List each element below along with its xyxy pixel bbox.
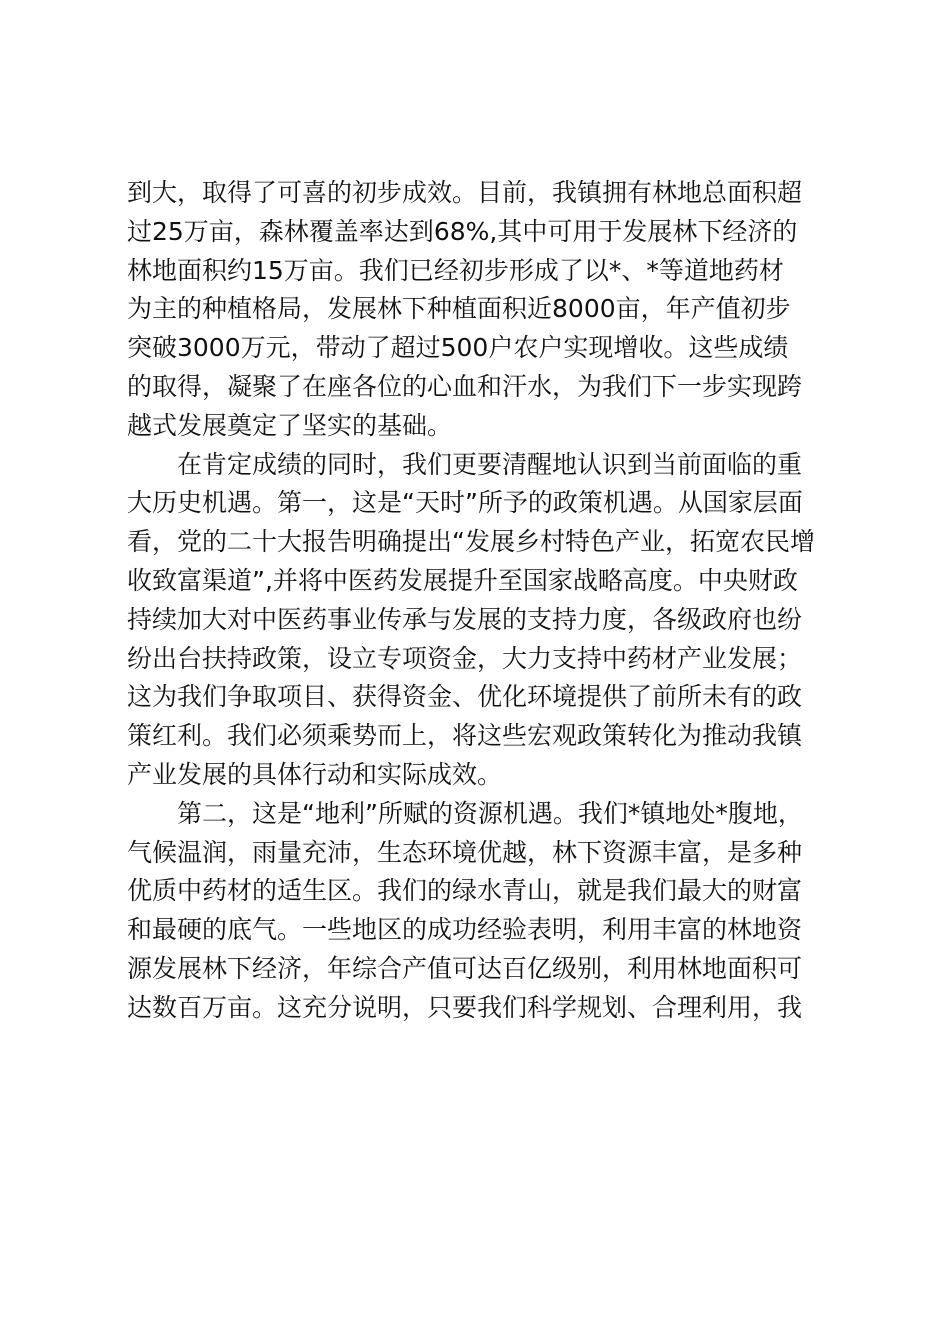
text-line: 突破3000万元，带动了超过500户农户实现增收。这些成绩	[127, 333, 789, 363]
text-line: 的取得，凝聚了在座各位的心血和汗水，为我们下一步实现跨	[127, 371, 803, 401]
text-line: 越式发展奠定了坚实的基础。	[127, 410, 453, 440]
text-line: 持续加大对中医药事业传承与发展的支持力度，各级政府也纷	[127, 604, 803, 634]
document-body	[127, 174, 829, 1028]
text-line: 源发展林下经济，年综合产值可达百亿级别，利用林地面积可	[127, 953, 803, 983]
text-line: 收致富渠道”,并将中医药发展提升至国家战略高度。中央财政	[127, 565, 798, 595]
text-line: 第二，这是“地利”所赋的资源机遇。我们*镇地处*腹地，	[127, 798, 803, 828]
text-line: 到大，取得了可喜的初步成效。目前，我镇拥有林地总面积超	[127, 178, 803, 207]
text-line: 林地面积约15万亩。我们已经初步形成了以*、*等道地药材	[127, 255, 784, 285]
text-line: 过25万亩，森林覆盖率达到68%,其中可用于发展林下经济的	[127, 216, 798, 246]
text-line: 优质中药材的适生区。我们的绿水青山，就是我们最大的财富	[127, 876, 803, 906]
text-line: 纷出台扶持政策，设立专项资金，大力支持中药材产业发展；	[127, 643, 803, 673]
text-line: 达数百万亩。这充分说明，只要我们科学规划、合理利用，我	[127, 992, 803, 1022]
text-line: 在肯定成绩的同时，我们更要清醒地认识到当前面临的重	[127, 449, 803, 479]
text-line: 看，党的二十大报告明确提出“发展乡村特色产业，拓宽农民增	[127, 527, 815, 557]
text-line: 大历史机遇。第一，这是“天时”所予的政策机遇。从国家层面	[127, 488, 803, 518]
text-line: 策红利。我们必须乘势而上，将这些宏观政策转化为推动我镇	[127, 721, 803, 751]
text-line: 气候温润，雨量充沛，生态环境优越，林下资源丰富，是多种	[127, 837, 803, 867]
text-line: 这为我们争取项目、获得资金、优化环境提供了前所未有的政	[127, 682, 803, 712]
text-line: 和最硬的底气。一些地区的成功经验表明，利用丰富的林地资	[127, 915, 803, 945]
text-line: 产业发展的具体行动和实际成效。	[127, 759, 503, 789]
text-line: 为主的种植格局，发展林下种植面积近8000亩，年产值初步	[127, 294, 791, 324]
